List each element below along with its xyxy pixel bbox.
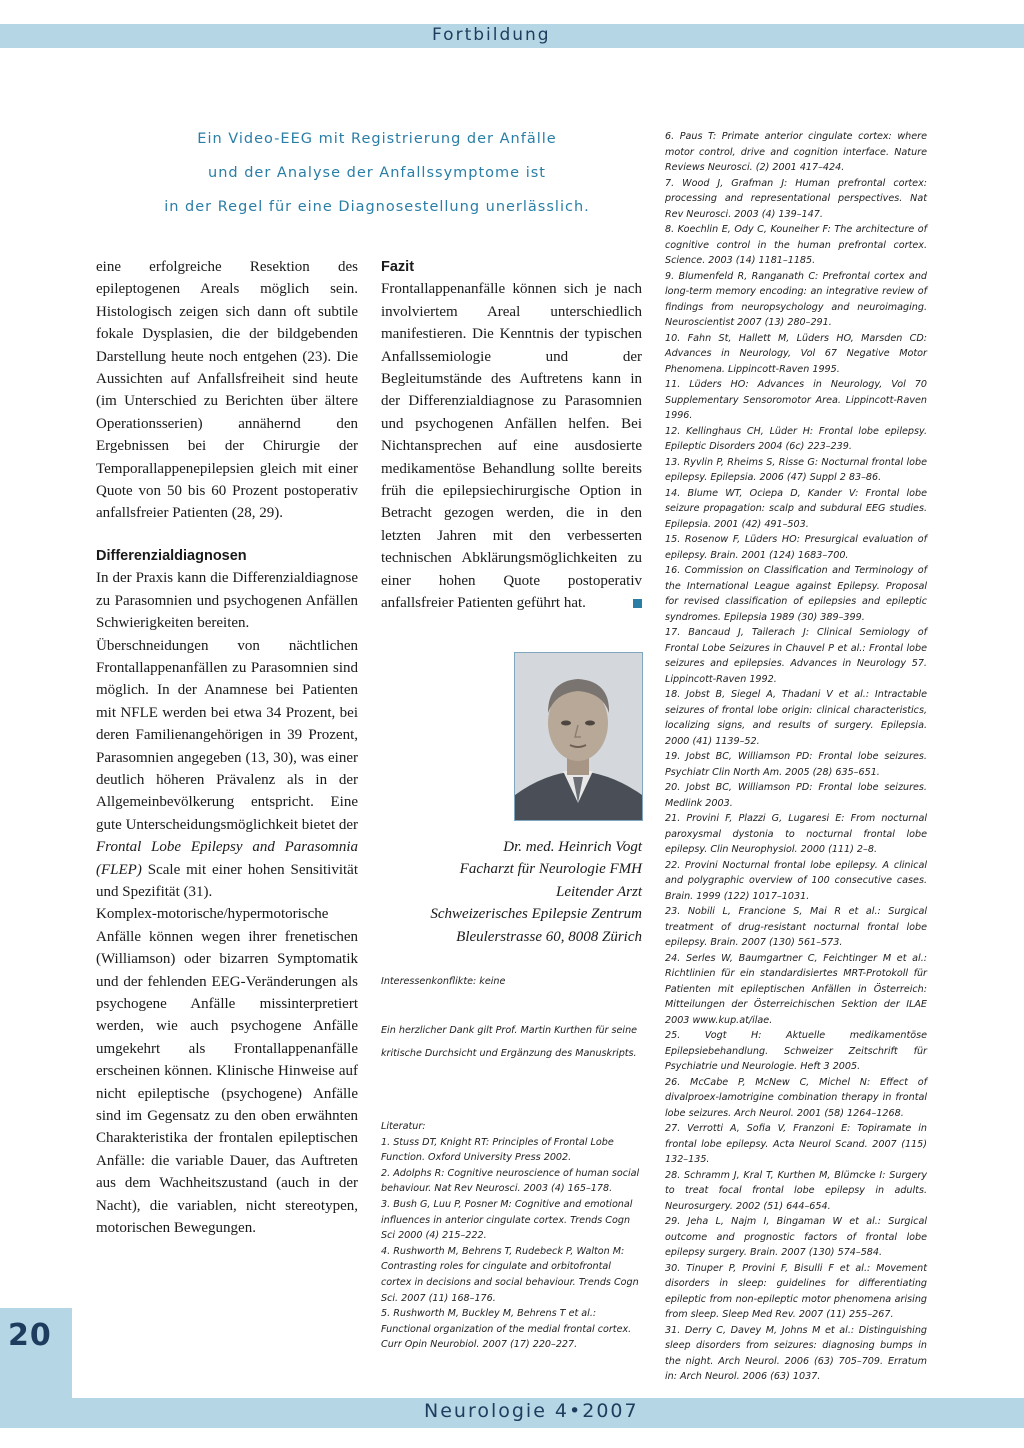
author-title: Facharzt für Neurologie FMH xyxy=(459,861,642,878)
reference-item: 1. Stuss DT, Knight RT: Principles of Frontal Lobe Function. Oxford University Press 2002. xyxy=(381,1136,614,1164)
pull-quote xyxy=(96,122,658,224)
reference-item: 12. Kellinghaus CH, Lüder H: Frontal lobe epilepsy. Epileptic Disorders 2004 (6c) 223–239. xyxy=(665,425,927,452)
paragraph xyxy=(381,278,642,614)
references-label: Literatur: xyxy=(381,1121,426,1132)
reference-item: 26. McCabe P, McNew C, Michel N: Effect of divalproex-lamotrigine combination therapy in frontal lobe seizures. Arch Neurol. 2001 (58) 1264–1268. xyxy=(665,1076,927,1119)
author-signature xyxy=(381,836,642,948)
section-heading: Differenzialdiagnosen xyxy=(96,547,247,564)
author-address: Bleulerstrasse 60, 8008 Zürich xyxy=(456,928,642,945)
emphasis-text: Frontal Lobe Epilepsy and Parasomnia (FLEP) xyxy=(96,839,358,878)
article-column-1 xyxy=(96,256,358,1239)
author-photo xyxy=(514,652,643,821)
portrait-illustration xyxy=(515,653,642,820)
pull-quote-line: in der Regel für eine Diagnosestellung unerlässlich. xyxy=(164,199,590,215)
author-name: Dr. med. Heinrich Vogt xyxy=(503,839,642,855)
reference-item: 18. Jobst B, Siegel A, Thadani V et al.: Intractable seizures of frontal lobe origin: clinical characteristics, localizing signs, and results of surgery. Epilepsia. 2000 (41) 1139–52. xyxy=(665,689,927,747)
reference-item: 17. Bancaud J, Tailerach J: Clinical Semiology of Frontal Lobe Seizures in Chauvel P et al.: Frontal lobe seizures and epilepsies. Advances in Neurology 57. Lippincott-Raven 1992. xyxy=(665,627,927,685)
end-mark-icon xyxy=(633,599,642,608)
paragraph-text: Überschneidungen von nächtlichen Frontallappenanfällen zu Parasomnien sind möglich. In der Anamnese bei Patienten mit NFLE werden bei etwa 34 Prozent, bei deren Familienangehörigen in 39 Prozent, Parasomnien angegeben (13, 30), was einer deutlich höheren Prävalenz als in der Allgemeinbevölkerung entspricht. Eine gute Unterscheidungsmöglichkeit bietet der xyxy=(96,637,359,833)
references-column xyxy=(665,129,927,1385)
references-list xyxy=(381,1119,643,1353)
reference-item: 25. Vogt H: Aktuelle medikamentöse Epilepsiebehandlung. Schweizer Zeitschrift für Psychiatrie und Neurologie. Heft 3 2005. xyxy=(665,1030,927,1072)
reference-item: 10. Fahn St, Hallett M, Lüders HO, Marsden CD: Advances in Neurology, Vol 67 Negative Motor Phenomena. Lippincott-Raven 1995. xyxy=(665,332,927,375)
reference-item: 27. Verrotti A, Sofia V, Franzoni E: Topiramate in frontal lobe epilepsy. Acta Neurol Scand. 2007 (115) 132–135. xyxy=(665,1123,927,1165)
reference-item: 31. Derry C, Davey M, Johns M et al.: Distinguishing sleep disorders from seizures: diagnosing bumps in the night. Arch Neurol. 2006 (63) 705–709. Erratum in: Arch Neurol. 2006 (63) 1037. xyxy=(665,1324,927,1382)
reference-item: 14. Blume WT, Ociepa D, Kander V: Frontal lobe seizure propagation: scalp and subdural EEG studies. Epilepsia. 2001 (42) 491–503. xyxy=(665,487,927,530)
author-institution: Schweizerisches Epilepsie Zentrum xyxy=(430,906,642,923)
paragraph xyxy=(96,635,358,904)
reference-item: 28. Schramm J, Kral T, Kurthen M, Blümcke I: Surgery to treat focal frontal lobe epilepsy in adults. Neurosurgery. 2002 (51) 644–654. xyxy=(665,1169,927,1212)
pull-quote-line: und der Analyse der Anfallssymptome ist xyxy=(208,165,546,181)
reference-item: 4. Rushworth M, Behrens T, Rudebeck P, Walton M: Contrasting roles for cingulate and orbitofrontal cortex in decisions and social behaviour. Trends Cogn Sci. 2007 (11) 168–176. xyxy=(381,1245,639,1304)
footer-bar xyxy=(0,1398,1024,1428)
reference-item: 21. Provini F, Plazzi G, Lugaresi E: From nocturnal paroxysmal dystonia to nocturnal frontal lobe epilepsy. Clin Neurophysiol. 2000 (111) 2–8. xyxy=(665,813,927,855)
paragraph: eine erfolgreiche Resektion des epileptogenen Areals möglich sein. Histologisch zeigen sich dann oft subtile fokale Dysplasien, die der bildgebenden Darstellung heute noch entgehen (23). Die Aussichten auf Anfallsfreiheit sind heute (im Unterschied zu Berichten über ältere Operationsserien) annähernd den Ergebnissen bei der Chirurgie der Temporallappenepilepsien gleich mit einer Quote von 50 bis 60 Prozent postoperativ anfallsfreier Patienten (28, 29). xyxy=(96,259,358,522)
reference-item: 6. Paus T: Primate anterior cingulate cortex: where motor control, drive and cognition interface. Nature Reviews Neurosci. (2) 2001 417–424. xyxy=(665,131,927,173)
reference-item: 8. Koechlin E, Ody C, Kouneiher F: The architecture of cognitive control in the human prefrontal cortex. Science. 2003 (14) 1181–1185. xyxy=(665,224,927,266)
reference-item: 15. Rosenow F, Lüders HO: Presurgical evaluation of epilepsy. Brain. 2001 (124) 1683–700. xyxy=(665,534,927,561)
acknowledgement: Ein herzlicher Dank gilt Prof. Martin Kurthen für seine kritische Durchsicht und Ergänzung des Manuskripts. xyxy=(381,1025,638,1059)
reference-item: 9. Blumenfeld R, Ranganath C: Prefrontal cortex and long-term memory encoding: an integrative review of findings from neuropsychology and neuroimaging. Neuroscientist 2007 (13) 280–291. xyxy=(665,270,927,328)
section-heading: Fazit xyxy=(381,259,415,275)
reference-item: 19. Jobst BC, Williamson PD: Frontal lobe seizures. Psychiatr Clin North Am. 2005 (28) 635–651. xyxy=(665,751,927,778)
conflict-of-interest: Interessenkonflikte: keine xyxy=(381,976,506,987)
reference-item: 23. Nobili L, Francione S, Mai R et al.: Surgical treatment of drug-resistant nocturnal frontal lobe epilepsy. Brain. 2007 (130) 561–573. xyxy=(665,906,927,948)
header-bar xyxy=(0,24,1024,48)
paragraph-text: Scale mit einer hohen Sensitivität und Spezifität (31). xyxy=(96,861,358,900)
paragraph: Komplex-motorische/hypermotorische Anfälle können wegen ihrer frenetischen (Williamson) oder bizarren Symptomatik und der fehlenden EEG-Veränderungen als psychogene Anfälle missinterpretiert werden, wie auch psychogene Anfälle umgekehrt als Frontallappenanfälle erscheinen können. Klinische Hinweise auf nicht epileptische (psychogene) Anfälle sind im Gegensatz zu den oben erwähnten Charakteristika der frontalen epileptischen Anfälle: die variable Dauer, das Auftreten aus dem Wachheitszustand (auch in der Nacht), die variablen, nicht stereotypen, motorischen Bewegungen. xyxy=(96,906,358,1237)
reference-item: 7. Wood J, Grafman J: Human prefrontal cortex: processing and representational perspectives. Nat Rev Neurosci. 2003 (4) 139–147. xyxy=(665,177,927,220)
page-number: 20 xyxy=(8,1318,52,1353)
reference-item: 29. Jeha L, Najm I, Bingaman W et al.: Surgical outcome and prognostic factors of frontal lobe epilepsy surgery. Brain. 2007 (130) 574–584. xyxy=(665,1216,927,1258)
reference-item: 16. Commission on Classification and Terminology of the International League against Epilepsy. Proposal for revised classification of epilepsies and epileptic syndromes. Epilepsia 1989 (30) 389–399. xyxy=(665,565,927,623)
reference-item: 5. Rushworth M, Buckley M, Behrens T et al.: Functional organization of the medial frontal cortex. Curr Opin Neurobiol. 2007 (17) 220–227. xyxy=(381,1308,632,1351)
paragraph: In der Praxis kann die Differenzialdiagnose zu Parasomnien und psychogenen Anfällen Schwierigkeiten bereiten. xyxy=(96,570,358,632)
reference-item: 2. Adolphs R: Cognitive neuroscience of human social behaviour. Nat Rev Neurosci. 2003 (4) 165–178. xyxy=(381,1167,640,1195)
reference-item: 24. Serles W, Baumgartner C, Feichtinger M et al.: Richtlinien für ein standardisiertes MRT-Protokoll für Patienten mit epileptischen Anfällen in Österreich: Mitteilungen der Österreichischen Sektion der ILAE 2003 www.kup.at/ilae. xyxy=(665,952,927,1026)
section-title: Fortbildung xyxy=(432,25,551,45)
pull-quote-line: Ein Video-EEG mit Registrierung der Anfälle xyxy=(197,131,557,147)
reference-item: 11. Lüders HO: Advances in Neurology, Vol 70 Supplementary Sensoromotor Area. Lippincott-Raven 1996. xyxy=(665,379,927,421)
reference-item: 22. Provini Nocturnal frontal lobe epilepsy. A clinical and polygraphic overview of 100 consecutive cases. Brain. 1999 (122) 1017–1031. xyxy=(665,859,927,902)
reference-item: 13. Ryvlin P, Rheims S, Risse G: Nocturnal frontal lobe epilepsy. Epilepsia. 2006 (47) Suppl 2 83–86. xyxy=(665,456,927,483)
journal-issue: Neurologie 4•2007 xyxy=(424,1400,639,1422)
author-position: Leitender Arzt xyxy=(556,883,642,900)
reference-item: 3. Bush G, Luu P, Posner M: Cognitive and emotional influences in anterior cingulate cortex. Trends Cogn Sci 2000 (4) 215–222. xyxy=(381,1198,633,1242)
reference-item: 30. Tinuper P, Provini F, Bisulli F et al.: Movement disorders in sleep: guidelines for differentiating epileptic from non-epileptic motor phenomena arising from sleep. Sleep Med Rev. 2007 (11) 255–267. xyxy=(665,1262,927,1320)
reference-item: 20. Jobst BC, Williamson PD: Frontal lobe seizures. Medlink 2003. xyxy=(665,782,927,809)
article-column-2 xyxy=(381,256,642,615)
paragraph-text: Frontallappenanfälle können sich je nach involviertem Areal unterschiedlich manifestieren. Die Kenntnis der typischen Anfallssemiologie und der Begleitumstände des Auftretens kann in der Differenzialdiagnose zu Parasomnien und psychogenen Anfällen helfen. Bei Nichtansprechen auf eine ausdosierte medikamentöse Behandlung sollte bereits früh die epilepsiechirurgische Option in Betracht gezogen werden, die in den letzten Jahren mit den verbesserten technischen Abklärungsmöglichkeiten zu einer hohen Quote postoperativ anfallsfreier Patienten geführt hat. xyxy=(381,281,642,612)
